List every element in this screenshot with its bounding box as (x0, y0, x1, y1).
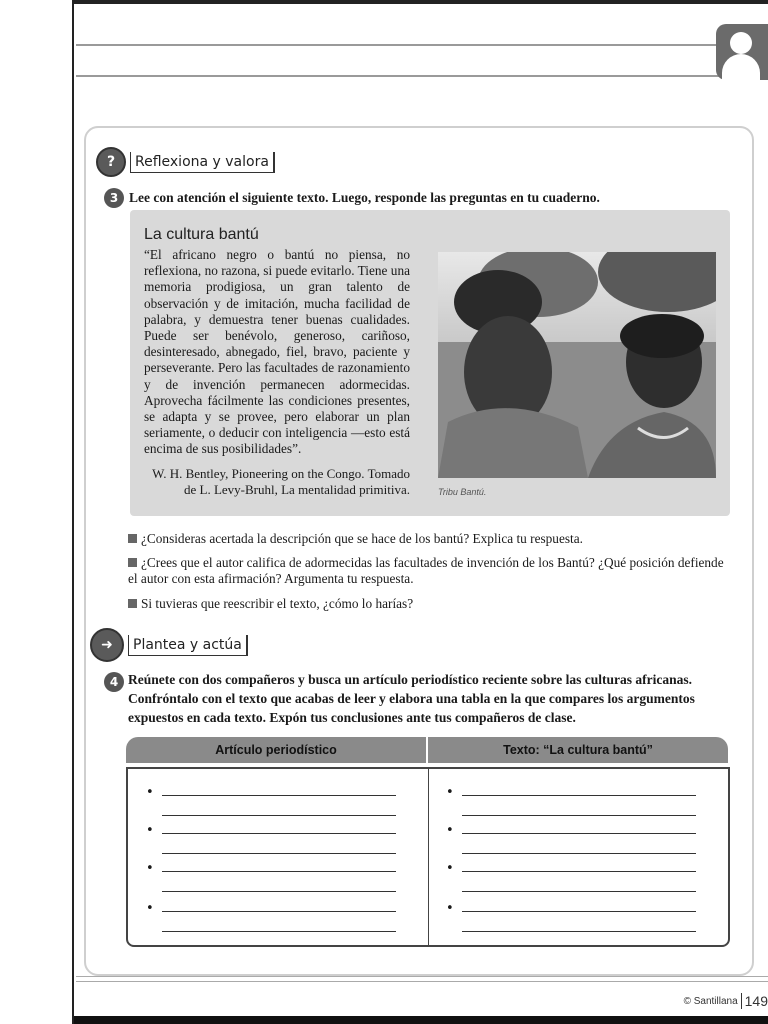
activity-number: 4 (104, 672, 124, 692)
activity-number: 3 (104, 188, 124, 208)
bullet: • (446, 861, 454, 876)
activity-instruction: Reúnete con dos compañeros y busca un artículo periodístico reciente sobre las culturas africanas. Confróntalo con el texto que acabas de leer y elabora una tabla en la que compares los argumentos expuestos en cada texto. Expón tus conclusiones ante tus compañeros de clase. (128, 672, 695, 725)
writing-line (462, 871, 696, 872)
question-item: ¿Consideras acertada la descripción que se hace de los bantú? Explica tu respuesta. (128, 531, 734, 547)
publisher: © Santillana (683, 995, 738, 1007)
writing-line (162, 795, 396, 796)
reading-credit (144, 466, 410, 498)
bullet: • (446, 901, 454, 916)
square-bullet-icon (128, 599, 137, 608)
bullet: • (146, 823, 154, 838)
bullet: • (146, 785, 154, 800)
bullet: • (146, 901, 154, 916)
person-icon (716, 24, 768, 80)
writing-line (162, 853, 396, 854)
bullet: • (446, 823, 454, 838)
section-label: Reflexiona y valora (130, 152, 275, 173)
column-header: Texto: “La cultura bantú” (503, 743, 653, 757)
bottom-edge (74, 1016, 768, 1024)
page-left-edge (0, 0, 74, 1024)
square-bullet-icon (128, 534, 137, 543)
photo-bantu-women (438, 252, 716, 478)
column-header: Artículo periodístico (126, 737, 428, 763)
section-plantea (90, 628, 248, 662)
section-label: Plantea y actúa (128, 635, 248, 656)
writing-line (162, 891, 396, 892)
bullet: • (146, 861, 154, 876)
writing-line (462, 853, 696, 854)
writing-line (462, 911, 696, 912)
section-reflexiona (96, 147, 275, 177)
writing-line (462, 833, 696, 834)
writing-line (462, 795, 696, 796)
photo-caption: Tribu Bantú. (438, 487, 487, 497)
writing-line (162, 815, 396, 816)
question-item: ¿Crees que el autor califica de adormecidas las facultades de invención de los Bantú? ¿Qué posición defiende el autor con esta afirmación? Argumenta tu respuesta. (128, 555, 724, 586)
page-footer (684, 993, 768, 1009)
arrow-right-icon: ➜ (90, 628, 124, 662)
square-bullet-icon (128, 558, 137, 567)
page-number: 149 (741, 993, 768, 1009)
credit-line: W. H. Bentley, Pioneering on the Congo. Tomado (152, 466, 410, 481)
writing-line (462, 891, 696, 892)
writing-line (462, 815, 696, 816)
writing-line (162, 911, 396, 912)
footer-rule (76, 976, 768, 982)
bullet: • (446, 785, 454, 800)
header-rule (76, 44, 730, 77)
writing-line (162, 871, 396, 872)
comparison-table (126, 767, 730, 947)
question-item: Si tuvieras que reescribir el texto, ¿cómo lo harías? (128, 596, 734, 612)
credit-line: de L. Levy-Bruhl, La mentalidad primitiva. (184, 482, 410, 497)
question-icon: ? (96, 147, 126, 177)
top-edge (74, 0, 768, 12)
reading-text: “El africano negro o bantú no piensa, no reflexiona, no razona, si puede evitarlo. Tiene una memoria prodigiosa, un gran talento de observación y de imitación, mucha facilidad de palabra, y demuestra tener buenas cualidades. Puede ser benévolo, generoso, cariñoso, desinteresado, abnegado, fiel, bravo, paciente y perseverante. Pero las facultades de razonamiento y de invención permanecen adormecidas. Aprovecha fácilmente las condiciones presentes, se adapta y se provee, pero elaborar un plan seriamente, o deducir con inteligencia —esto está encima de sus posibilidades”. (144, 247, 410, 457)
reading-title: La cultura bantú (144, 226, 259, 243)
activity-instruction: Lee con atención el siguiente texto. Luego, responde las preguntas en tu cuaderno. (129, 190, 600, 205)
writing-line (162, 931, 396, 932)
writing-line (162, 833, 396, 834)
writing-line (462, 931, 696, 932)
comparison-table-header (126, 737, 728, 763)
